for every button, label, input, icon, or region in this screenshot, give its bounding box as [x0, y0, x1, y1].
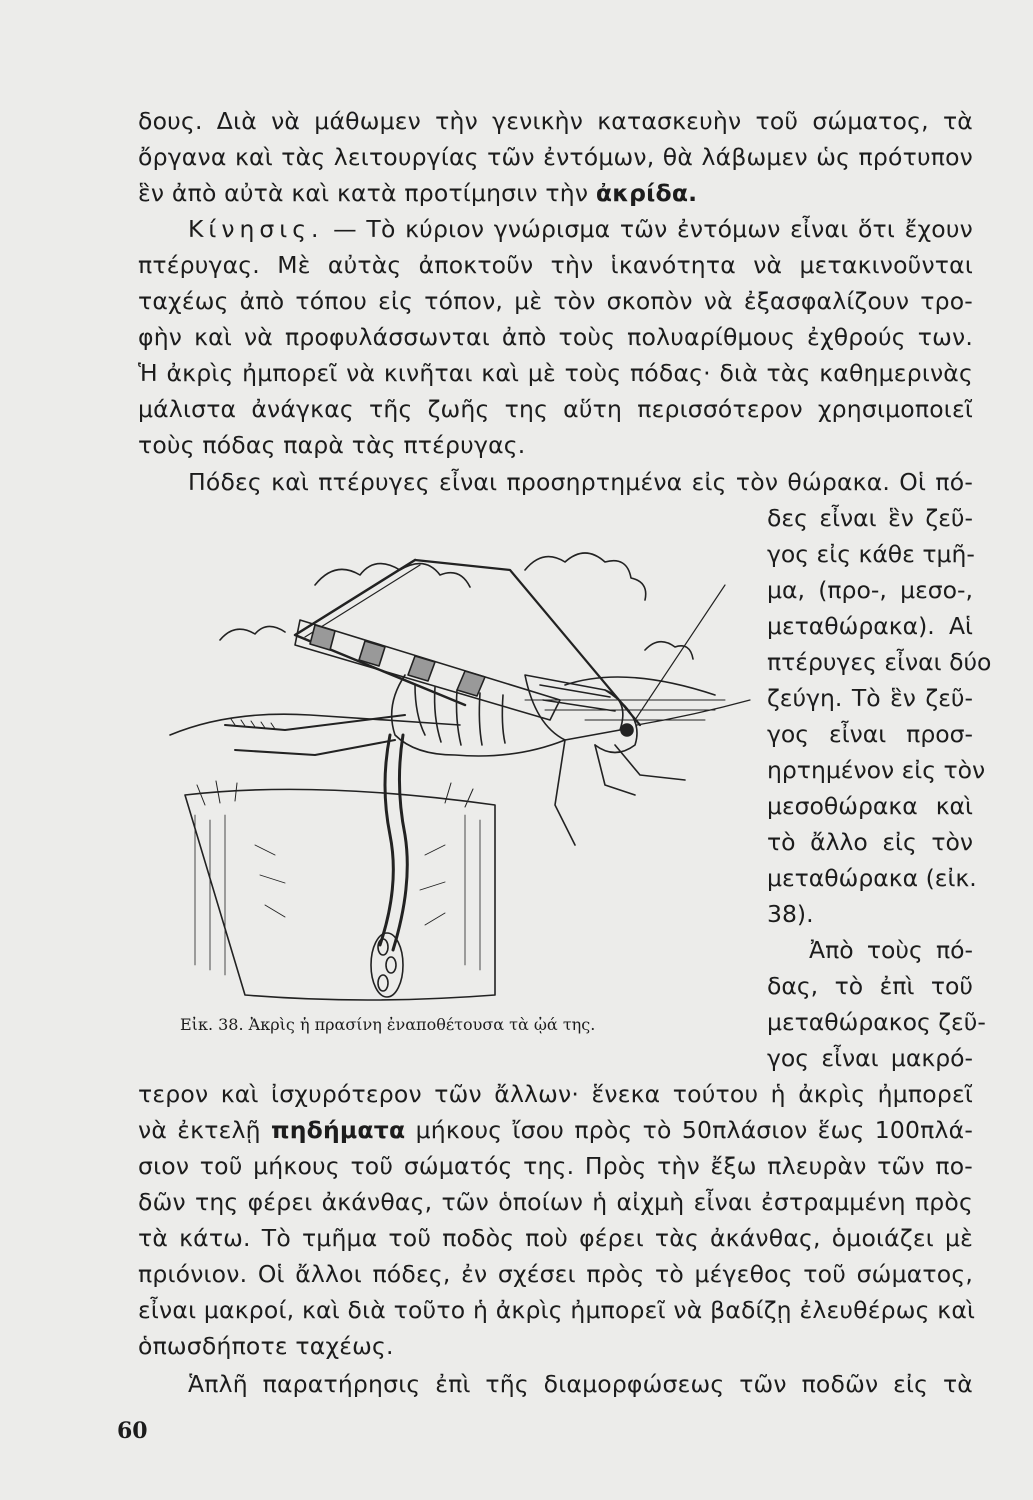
side-line: ηρτημένον εἰς τὸν: [767, 756, 986, 784]
text-line: τερον καὶ ἰσχυρότερον τῶν ἄλλων· ἕνεκα τούτου ἡ ἀκρὶς ἠμπορεῖ: [138, 1080, 973, 1108]
side-line: γος εἰς κάθε τμῆ-: [767, 540, 975, 568]
side-line: 38).: [767, 900, 814, 928]
text-line: δους. Διὰ νὰ μάθωμεν τὴν γενικὴν κατασκευὴν τοῦ σώματος, τὰ: [138, 107, 973, 135]
text-line: πριόνιον. Οἱ ἄλλοι πόδες, ἐν σχέσει πρὸς τὸ μέγεθος τοῦ σώματος,: [138, 1260, 973, 1288]
text-line: Ἁπλῆ παρατήρησις ἐπὶ τῆς διαμορφώσεως τῶν ποδῶν εἰς τὰ: [188, 1370, 973, 1398]
side-line: μεσοθώρακα καὶ: [767, 792, 973, 820]
text-line: Κίνησις. — Τὸ κύριον γνώρισμα τῶν ἐντόμων εἶναι ὅτι ἔχουν: [188, 215, 973, 243]
page-number: 60: [117, 1418, 148, 1444]
side-line: μεταθώρακα). Αἱ: [767, 612, 973, 640]
bold-term-jumps: πηδήματα: [270, 1116, 406, 1144]
text-line: δῶν της φέρει ἀκάνθας, τῶν ὁποίων ἡ αἰχμὴ εἶναι ἐστραμμένη πρὸς: [138, 1188, 973, 1216]
text-line: εἶναι μακροί, καὶ διὰ τοῦτο ἡ ἀκρὶς ἠμπορεῖ νὰ βαδίζῃ ἐλευθέρως καὶ: [138, 1296, 976, 1324]
side-line: ζεύγη. Τὸ ἓν ζεῦ-: [767, 684, 973, 712]
side-line: μεταθώρακα (εἰκ.: [767, 864, 977, 892]
text-line: ἓν ἀπὸ αὐτὰ καὶ κατὰ προτίμησιν τὴν ἀκρίδα.: [138, 179, 698, 207]
text-line: φὴν καὶ νὰ προφυλάσσωνται ἀπὸ τοὺς πολυαρίθμους ἐχθρούς των.: [138, 323, 973, 351]
side-line: μεταθώρακος ζεῦ-: [767, 1008, 986, 1036]
grasshopper-illustration: [165, 525, 755, 1015]
text-line: ὁπωσδήποτε ταχέως.: [138, 1332, 394, 1360]
text-line: ὄργανα καὶ τὰς λειτουργίας τῶν ἐντόμων, θὰ λάβωμεν ὡς πρότυπον: [138, 143, 973, 171]
side-line: δας, τὸ ἐπὶ τοῦ: [767, 972, 973, 1000]
text-line: ταχέως ἀπὸ τόπου εἰς τόπον, μὲ τὸν σκοπὸν νὰ ἐξασφαλίζουν τρο-: [138, 287, 973, 315]
side-line: μα, (προ-, μεσο-,: [767, 576, 973, 604]
side-line: Ἀπὸ τοὺς πό-: [809, 936, 973, 964]
bold-term-akrida: ἀκρίδα.: [595, 179, 698, 207]
side-line: δες εἶναι ἓν ζεῦ-: [767, 504, 973, 532]
text-line: πτέρυγας. Μὲ αὐτὰς ἀποκτοῦν τὴν ἱκανότητα νὰ μετακινοῦνται: [138, 251, 973, 279]
text-line: Πόδες καὶ πτέρυγες εἶναι προσηρτημένα εἰς τὸν θώρακα. Οἱ πό-: [188, 468, 973, 496]
text-line: τοὺς πόδας παρὰ τὰς πτέρυγας.: [138, 431, 526, 459]
text-line: μάλιστα ἀνάγκας τῆς ζωῆς της αὕτη περισσότερον χρησιμοποιεῖ: [138, 395, 973, 423]
text-line: τὰ κάτω. Τὸ τμῆμα τοῦ ποδὸς ποὺ φέρει τὰς ἀκάνθας, ὁμοιάζει μὲ: [138, 1224, 973, 1252]
side-line: γος εἶναι μακρό-: [767, 1044, 973, 1072]
text-line: νὰ ἐκτελῇ πηδήματα μήκους ἴσου πρὸς τὸ 50πλάσιον ἕως 100πλά-: [138, 1116, 973, 1144]
figure-caption: Εἰκ. 38. Ἀκρὶς ἡ πρασίνη ἐναποθέτουσα τὰ ᾠά της.: [180, 1015, 596, 1034]
side-line: τὸ ἄλλο εἰς τὸν: [767, 828, 973, 856]
side-line: γος εἶναι προσ-: [767, 720, 973, 748]
text-line: σιον τοῦ μήκους τοῦ σώματός της. Πρὸς τὴν ἔξω πλευρὰν τῶν πο-: [138, 1152, 973, 1180]
section-heading-kinesis: Κίνησις.: [188, 215, 324, 243]
side-line: πτέρυγες εἶναι δύο: [767, 648, 992, 676]
text-line: Ἡ ἀκρὶς ἠμπορεῖ νὰ κινῆται καὶ μὲ τοὺς πόδας· διὰ τὰς καθημερινὰς: [138, 359, 973, 387]
